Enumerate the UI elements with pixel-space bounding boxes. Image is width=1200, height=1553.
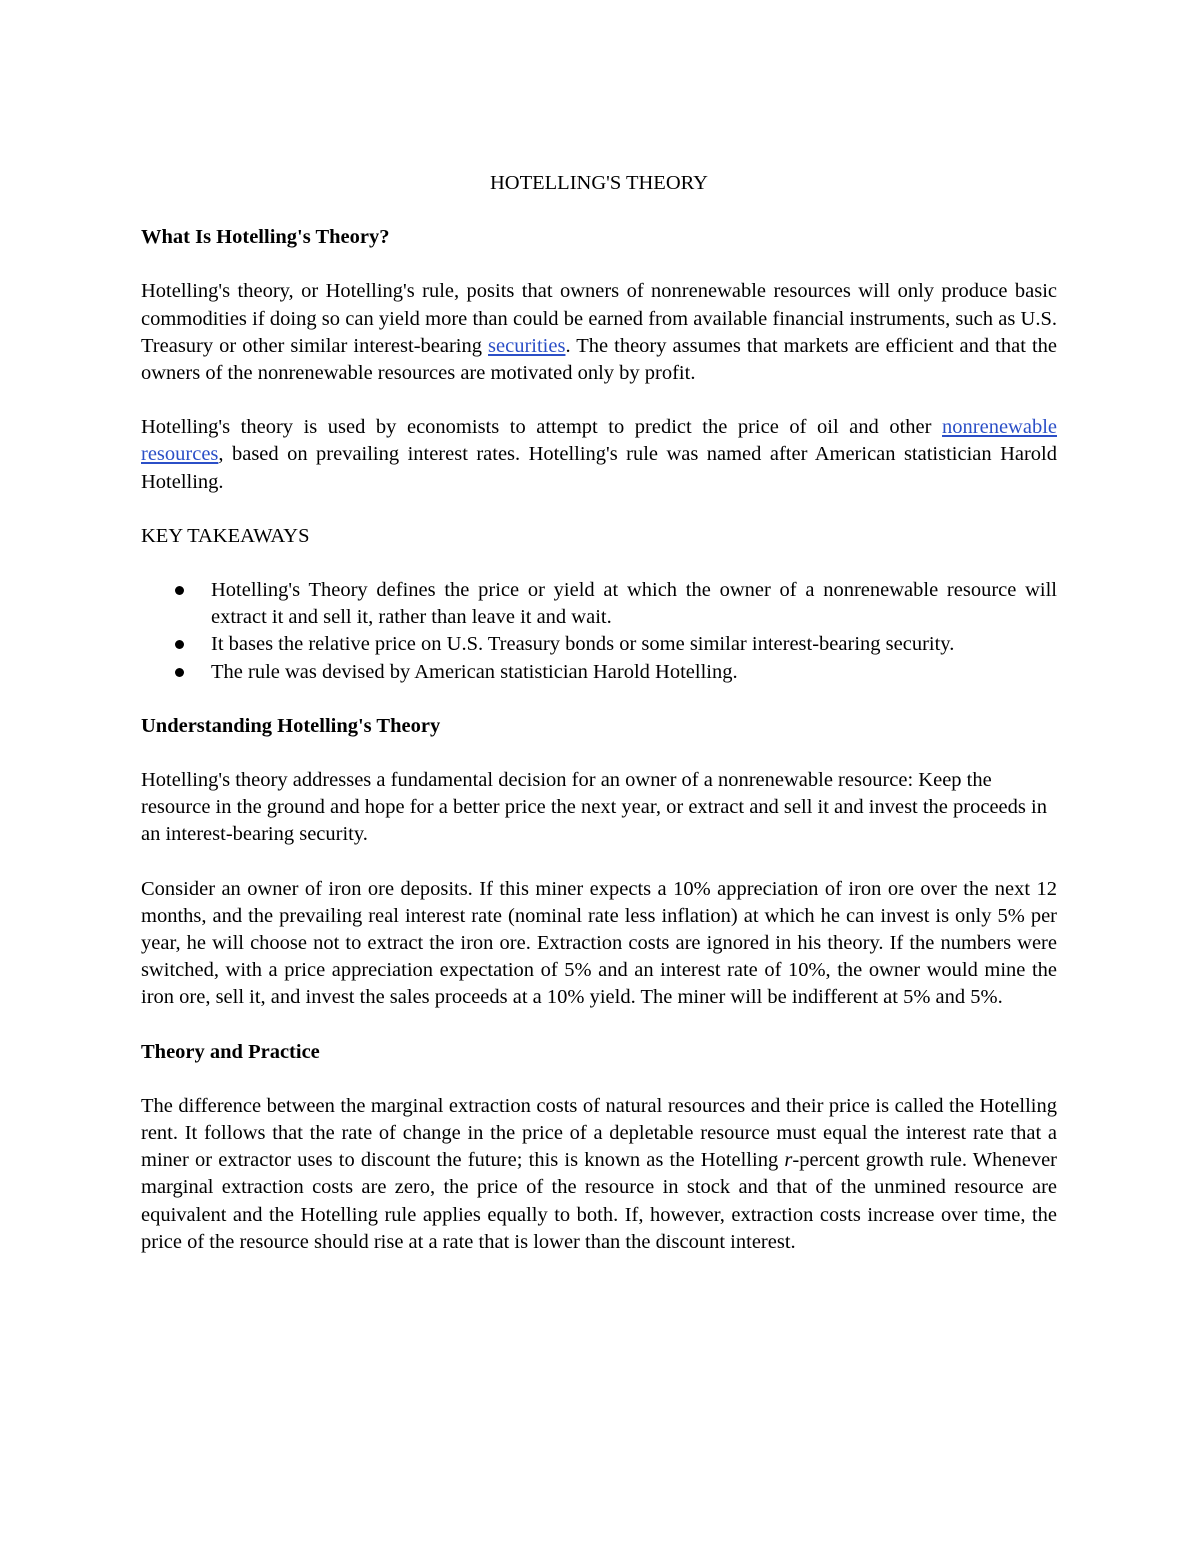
paragraph-text: . The theory assumes that markets are efficient and that the owners of the nonrenewable resources are motivated only by profit.: [141, 334, 1057, 385]
list-item: [141, 659, 1057, 686]
bullet-icon: [175, 586, 184, 595]
bullet-icon: [175, 668, 184, 677]
paragraph-text: Hotelling's theory is used by economists to attempt to predict the price of oil and other: [141, 416, 943, 439]
list-item-text: Hotelling's Theory defines the price or yield at which the owner of a nonrenewable resource will extract it and sell it, rather than leave it and wait.: [211, 579, 1057, 629]
paragraph-text: The difference between the marginal extraction costs of natural resources and their price is called the Hotelling rent. It follows that the rate of change in the price of a depletable resource must equal the interest rate that a miner or extractor uses to discount the future; this is known as the Hotelling: [141, 1094, 1057, 1172]
securities-link[interactable]: securities: [488, 334, 566, 357]
paragraph-definition: [141, 278, 1057, 387]
key-takeaways-label: KEY TAKEAWAYS: [141, 524, 310, 547]
list-item: [141, 631, 1057, 658]
paragraph-text: , based on prevailing interest rates. Hotelling's rule was named after American statistician Harold Hotelling.: [141, 443, 1057, 493]
document-page: [141, 170, 1057, 1283]
list-item: [141, 577, 1057, 631]
key-takeaways-list: [141, 577, 1057, 686]
paragraph-text: -percent growth rule. Whenever marginal extraction costs are zero, the price of the resource in stock and that of the unmined resource are equivalent and the Hotelling rule applies equally to both. If, however, extraction costs increase over time, the price of the resource should rise at a rate that is lower than the discount interest.: [141, 1149, 1057, 1253]
list-item-text: The rule was devised by American statistician Harold Hotelling.: [211, 660, 738, 683]
paragraph-text: Hotelling's theory, or Hotelling's rule, posits that owners of nonrenewable resources will only produce basic commodities if doing so can yield more than could be earned from available financial instruments, such as U.S. Treasury or other similar interest-bearing: [141, 280, 1057, 357]
nonrenewable-resources-link[interactable]: nonrenewable resources: [141, 416, 1057, 466]
paragraph-hotelling-rent: [141, 1093, 1057, 1256]
document-title: HOTELLING'S THEORY: [490, 172, 708, 194]
list-item-text: It bases the relative price on U.S. Treasury bonds or some similar interest-bearing security.: [211, 633, 955, 656]
paragraph-example: Consider an owner of iron ore deposits. If this miner expects a 10% appreciation of iron ore over the next 12 months, and the prevailing real interest rate (nominal rate less inflation) at which he can invest is only 5% per year, he will choose not to extract the iron ore. Extraction costs are ignored in his theory. If the numbers were switched, with a price appreciation expectation of 5% and an interest rate of 10%, the owner would mine the iron ore, sell it, and invest the sales proceeds at a 10% yield. The miner will be indifferent at 5% and 5%.: [141, 877, 1057, 1009]
paragraph-decision: Hotelling's theory addresses a fundamental decision for an owner of a nonrenewable resource: Keep the resource in the ground and hope for a better price the next year, or extract and sell it and invest the proceeds in an interest-bearing security.: [141, 769, 1047, 846]
paragraph-usage: [141, 414, 1057, 496]
section-heading-theory-practice: Theory and Practice: [141, 1040, 320, 1063]
bullet-icon: [175, 640, 184, 649]
section-heading-understanding: Understanding Hotelling's Theory: [141, 714, 441, 737]
italic-r: r: [784, 1149, 793, 1172]
section-heading-what-is: What Is Hotelling's Theory?: [141, 226, 390, 249]
